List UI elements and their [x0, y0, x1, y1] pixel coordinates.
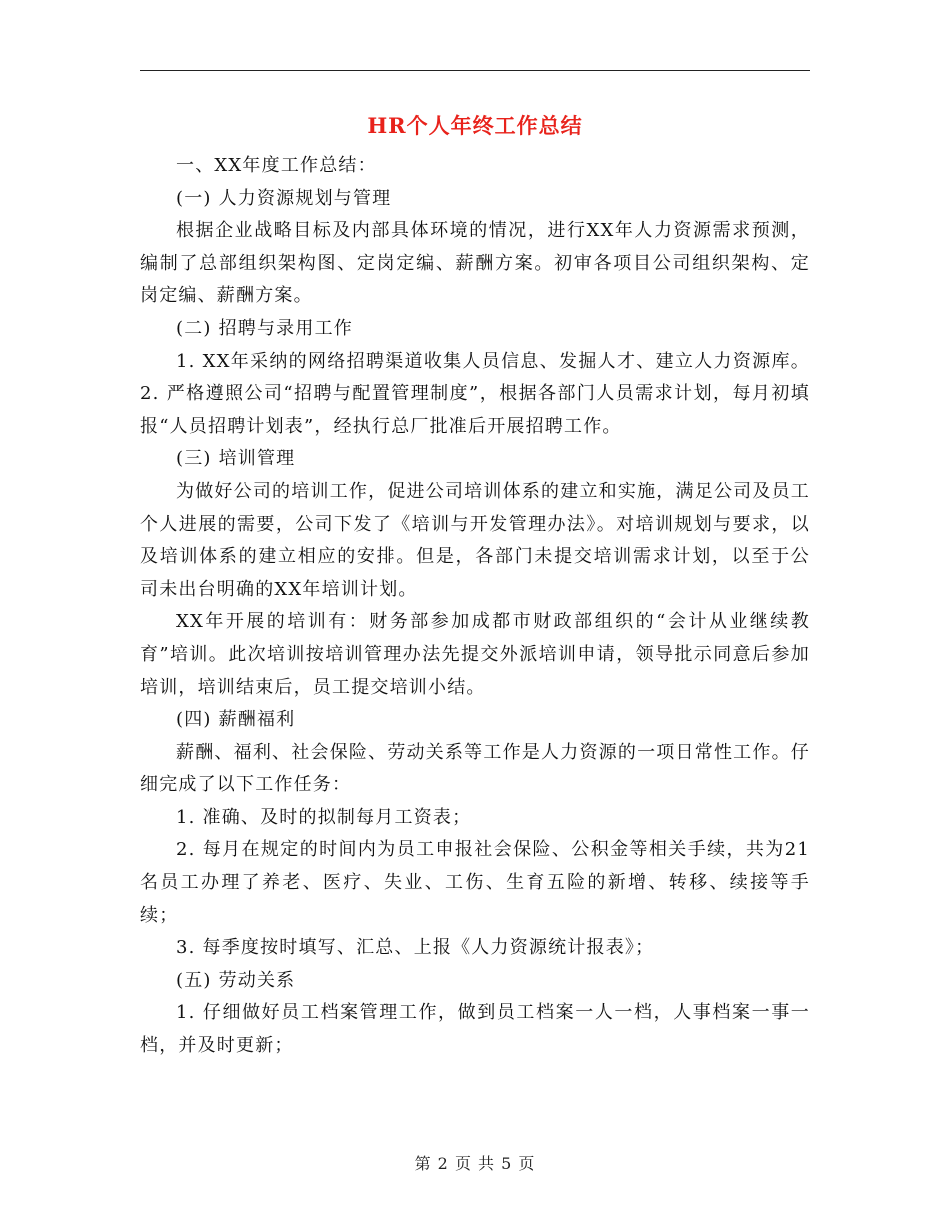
page-number: 第 2 页 共 5 页: [414, 1154, 536, 1173]
document-body: [140, 150, 810, 1063]
paragraph-training-conducted: XX年开展的培训有：财务部参加成都市财政部组织的“会计从业继续教育”培训。此次培训按培训管理办法先提交外派培训申请，领导批示同意后参加培训，培训结束后，员工提交培训小结。: [140, 611, 810, 698]
document-title: HR个人年终工作总结: [367, 113, 583, 138]
subsection-heading-recruitment: (二) 招聘与录用工作: [176, 317, 353, 339]
subsection-heading-training: (三) 培训管理: [176, 448, 296, 470]
paragraph-hr-planning: 根据企业战略目标及内部具体环境的情况，进行XX年人力资源需求预测，编制了总部组织架构图、定岗定编、薪酬方案。初审各项目公司组织架构、定岗定编、薪酬方案。: [140, 220, 810, 307]
list-item-statistics-report: 3. 每季度按时填写、汇总、上报《人力资源统计报表》；: [176, 937, 655, 959]
subsection-heading-compensation: (四) 薪酬福利: [176, 709, 296, 731]
list-item-payroll: 1. 准确、及时的拟制每月工资表；: [176, 806, 472, 828]
section-heading-annual-summary: 一、XX年度工作总结：: [176, 155, 377, 176]
list-item-social-insurance: 2. 每月在规定的时间内为员工申报社会保险、公积金等相关手续，共为21名员工办理了养老、医疗、失业、工伤、生育五险的新增、转移、续接等手续；: [140, 839, 810, 926]
paragraph-compensation-intro: 薪酬、福利、社会保险、劳动关系等工作是人力资源的一项日常性工作。仔细完成了以下工作任务：: [140, 741, 810, 796]
subsection-heading-labor-relations: (五) 劳动关系: [176, 969, 296, 991]
header-rule: [140, 70, 810, 71]
list-item-employee-archives: 1. 仔细做好员工档案管理工作，做到员工档案一人一档，人事档案一事一档，并及时更新；: [140, 1002, 810, 1057]
paragraph-recruitment: 1. XX年采纳的网络招聘渠道收集人员信息、发掘人才、建立人力资源库。2. 严格遵照公司“招聘与配置管理制度”，根据各部门人员需求计划，每月初填报“人员招聘计划表”，经执行总厂批准后开展招聘工作。: [140, 350, 810, 437]
subsection-heading-hr-planning: (一) 人力资源规划与管理: [176, 187, 392, 209]
paragraph-training-system: 为做好公司的培训工作，促进公司培训体系的建立和实施，满足公司及员工个人进展的需要，公司下发了《培训与开发管理办法》。对培训规划与要求，以及培训体系的建立相应的安排。但是，各部门未提交培训需求计划，以至于公司未出台明确的XX年培训计划。: [140, 480, 810, 600]
